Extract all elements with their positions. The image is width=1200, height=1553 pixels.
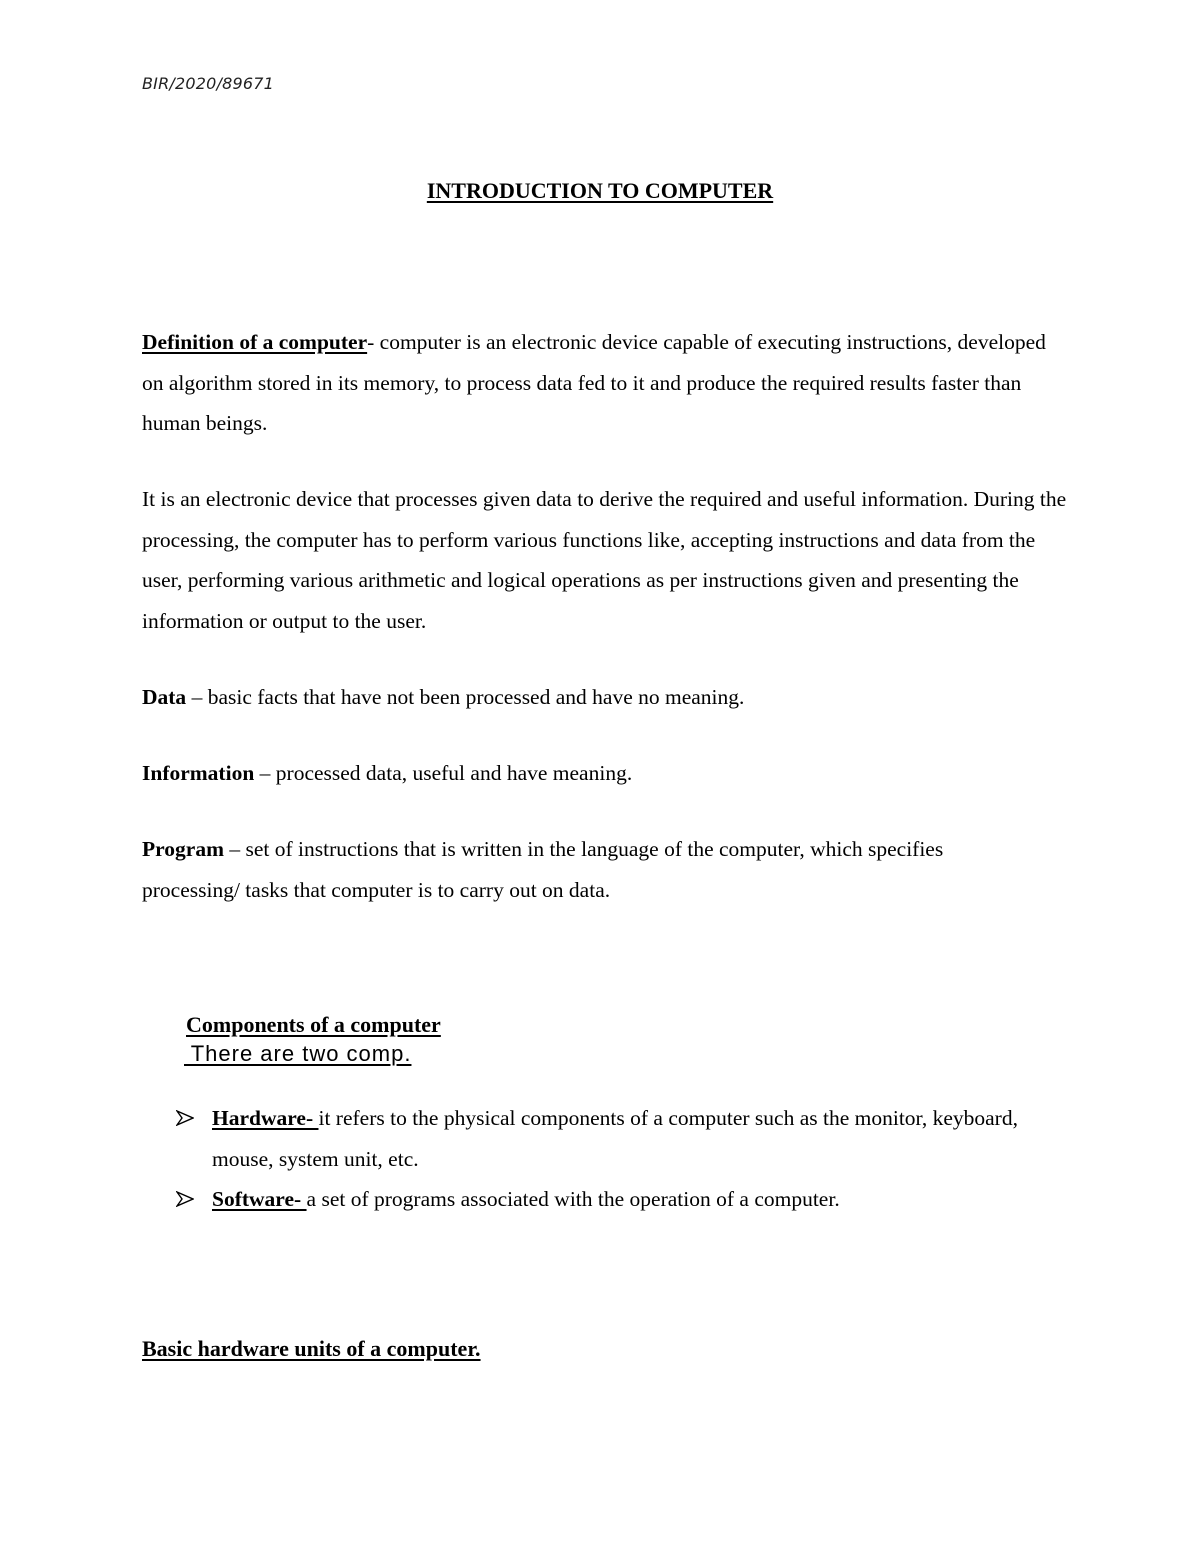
components-list <box>176 1098 1056 1220</box>
information-definition <box>142 753 1062 794</box>
components-subheading: There are two comp. <box>184 1041 412 1066</box>
software-text: a set of programs associated with the operation of a computer. <box>306 1187 840 1211</box>
program-definition <box>142 829 1042 910</box>
arrowhead-bullet-icon <box>176 1110 194 1126</box>
basic-hardware-heading: Basic hardware units of a computer. <box>142 1336 481 1361</box>
data-text: – basic facts that have not been processed and have no meaning. <box>186 685 745 709</box>
software-term: Software- <box>212 1187 307 1211</box>
page-title: INTRODUCTION TO COMPUTER <box>426 178 774 203</box>
components-heading: Components of a computer <box>186 1012 441 1037</box>
information-text: – processed data, useful and have meaning. <box>254 761 633 785</box>
definition-term: Definition of a computer <box>142 330 368 354</box>
arrowhead-bullet-icon <box>176 1191 194 1207</box>
hardware-text: it refers to the physical components of a computer such as the monitor, keyboard, mouse, system unit, etc. <box>212 1106 1018 1171</box>
hardware-term: Hardware- <box>212 1106 319 1130</box>
definition-paragraph <box>142 322 1062 444</box>
information-term: Information <box>142 761 255 785</box>
data-definition <box>142 677 1062 718</box>
data-term: Data <box>142 685 187 709</box>
definition-text: - computer is an electronic device capable of executing instructions, developed on algorithm stored in its memory, to process data fed to it and produce the required results faster than human beings. <box>142 330 1046 435</box>
list-item <box>176 1098 1056 1179</box>
description-paragraph <box>142 479 1072 641</box>
program-term: Program <box>142 837 224 861</box>
list-item <box>176 1179 1056 1220</box>
program-text: – set of instructions that is written in the language of the computer, which specifies processing/ tasks that computer is to carry out on data. <box>142 837 944 902</box>
description-text: It is an electronic device that processes given data to derive the required and useful information. During the processing, the computer has to perform various functions like, accepting instructions and data from the user, performing various arithmetic and logical operations as per instructions given and presenting the information or output to the user. <box>142 487 1067 633</box>
document-id: BIR/2020/89671 <box>142 74 275 93</box>
